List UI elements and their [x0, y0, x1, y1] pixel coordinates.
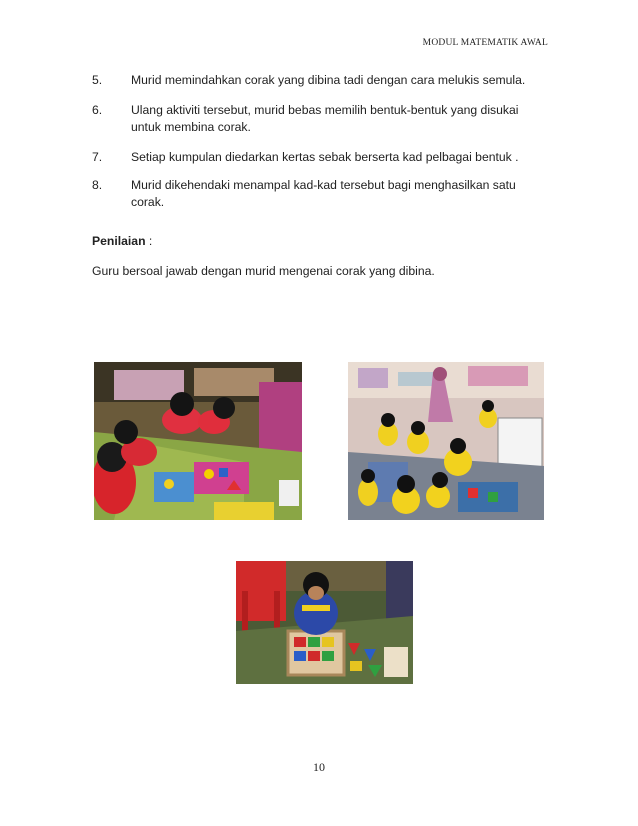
classroom-photo-3	[236, 561, 413, 684]
step-number: 8.	[92, 178, 103, 192]
step-text: Murid dikehendaki menampal kad-kad tersebut bagi menghasilkan satu corak.	[131, 178, 516, 209]
heading-suffix: :	[145, 234, 153, 248]
heading-label: Penilaian	[92, 234, 146, 248]
step-number: 7.	[92, 150, 103, 164]
classroom-photo-2	[348, 362, 544, 520]
section-heading	[92, 234, 152, 248]
step-text: Ulang aktiviti tersebut, murid bebas memilih bentuk-bentuk yang disukai untuk membina corak.	[131, 103, 519, 134]
step-text: Setiap kumpulan diedarkan kertas sebak berserta kad pelbagai bentuk .	[131, 150, 519, 164]
step-number: 6.	[92, 103, 103, 117]
step-number: 5.	[92, 73, 103, 87]
classroom-photo-1	[94, 362, 302, 520]
assessment-text: Guru bersoal jawab dengan murid mengenai corak yang dibina.	[92, 264, 435, 278]
running-header: MODUL MATEMATIK AWAL	[422, 38, 548, 48]
page-number: 10	[313, 760, 325, 774]
step-text: Murid memindahkan corak yang dibina tadi dengan cara melukis semula.	[131, 73, 526, 87]
